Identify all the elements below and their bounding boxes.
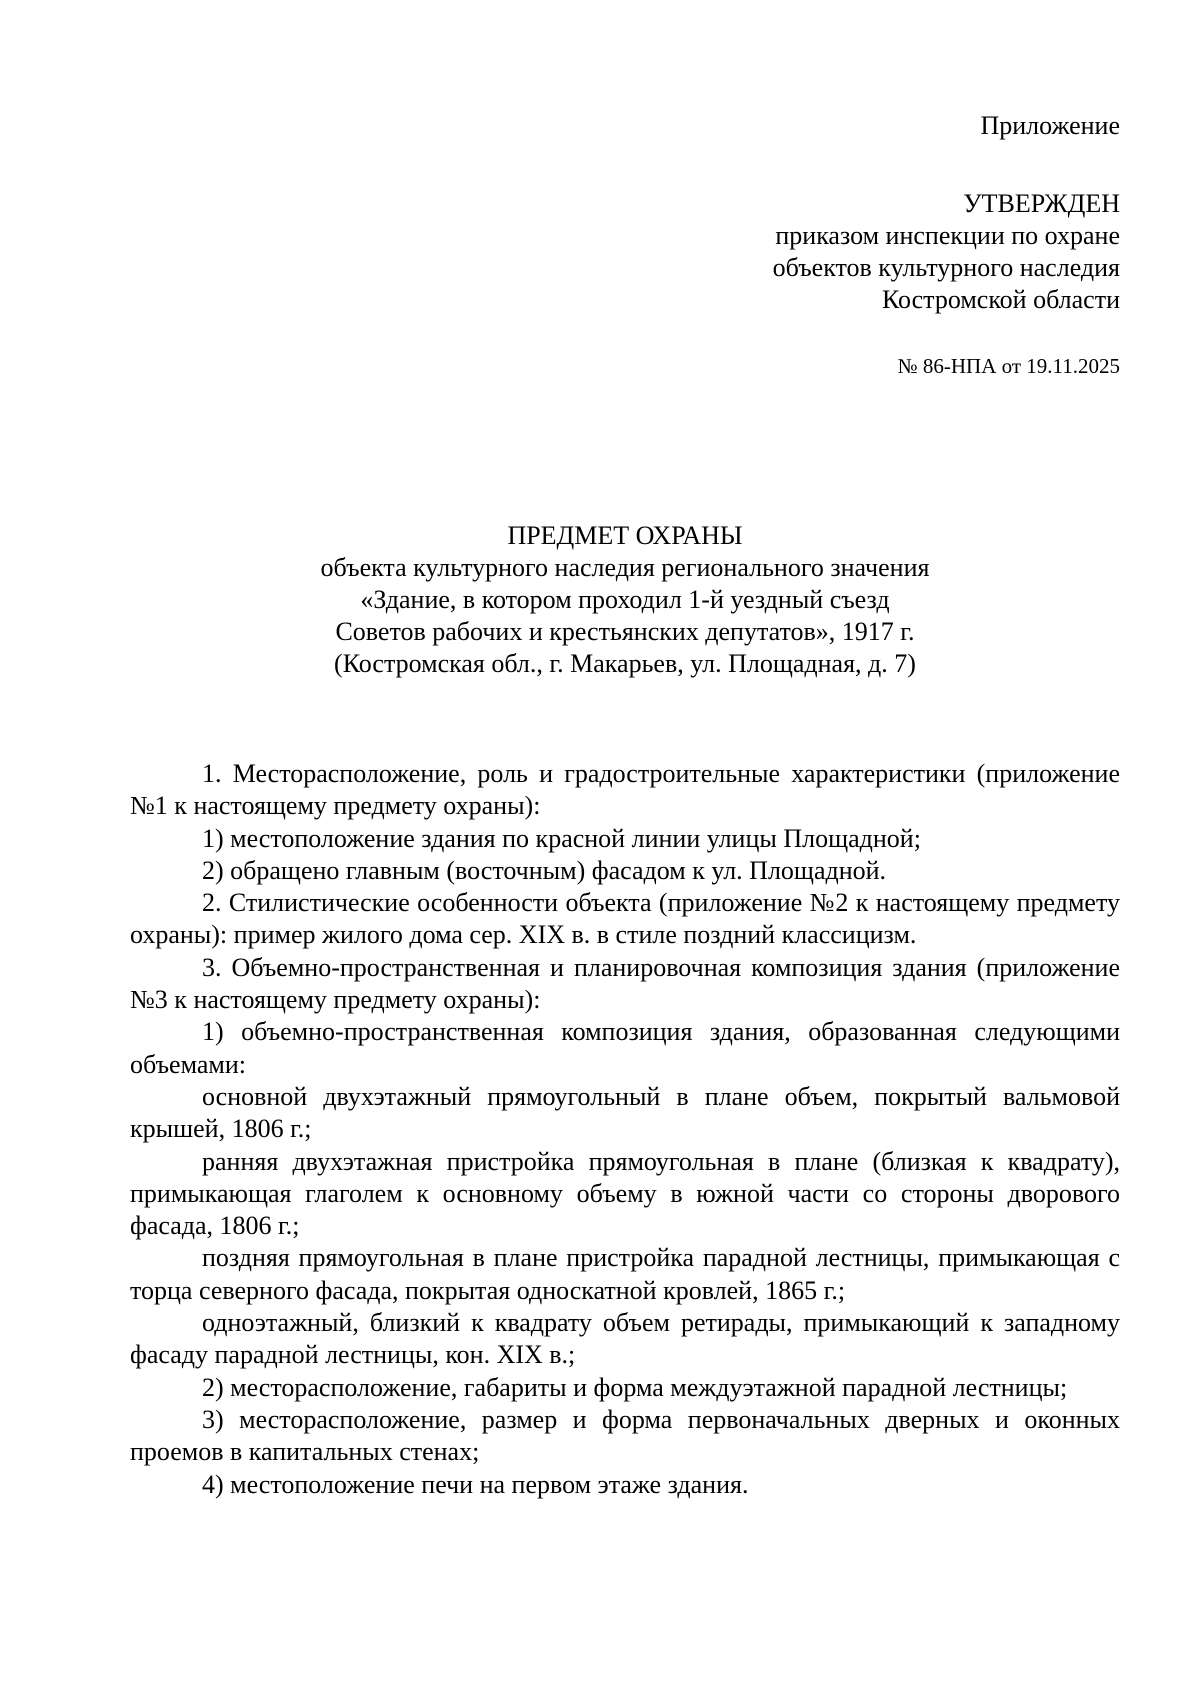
body-paragraph: основной двухэтажный прямоугольный в плане объем, покрытый вальмовой крышей, 1806 г.; xyxy=(130,1081,1120,1144)
approval-order-line-2: объектов культурного наследия xyxy=(772,253,1120,282)
body-paragraph: ранняя двухэтажная пристройка прямоугольная в плане (близкая к квадрату), примыкающая глаголем к основному объему в южной части со стороны дворового фасада, 1806 г.; xyxy=(130,1146,1120,1241)
approval-order-line-1: приказом инспекции по охране xyxy=(775,221,1120,250)
approval-order-line-3: Костромской области xyxy=(881,285,1120,314)
body-paragraph: 4) местоположение печи на первом этаже здания. xyxy=(202,1469,749,1499)
approval-block xyxy=(773,188,1120,316)
title-subline-2: «Здание, в котором проходил 1-й уездный съезд xyxy=(360,585,890,614)
body-paragraph: 2. Стилистические особенности объекта (приложение №2 к настоящему предмету охраны): пример жилого дома сер. XIX в. в стиле поздний классицизм. xyxy=(130,888,1120,950)
body-paragraph: 1) местоположение здания по красной линии улицы Площадной; xyxy=(202,823,921,853)
body-paragraph: 2) месторасположение, габариты и форма междуэтажной парадной лестницы; xyxy=(202,1372,1068,1402)
body-paragraph: поздняя прямоугольная в плане пристройка парадной лестницы, примыкающая с торца северного фасада, покрытая односкатной кровлей, 1865 г.; xyxy=(130,1243,1120,1305)
body-paragraph: одноэтажный, близкий к квадрату объем ретирады, примыкающий к западному фасаду парадной лестницы, кон. XIX в.; xyxy=(130,1308,1120,1370)
document-body xyxy=(130,758,1120,1501)
title-subline-4: (Костромская обл., г. Макарьев, ул. Площадная, д. 7) xyxy=(334,649,916,678)
body-paragraph: 1. Месторасположение, роль и градостроительные характеристики (приложение №1 к настоящему предмету охраны): xyxy=(130,759,1120,821)
document-title: ПРЕДМЕТ ОХРАНЫ xyxy=(507,521,743,550)
title-subline-3: Советов рабочих и крестьянских депутатов», 1917 г. xyxy=(335,617,915,646)
title-subline-1: объекта культурного наследия регионального значения xyxy=(320,553,930,582)
body-paragraph: 1) объемно-пространственная композиция здания, образованная следующими объемами: xyxy=(130,1017,1120,1079)
body-paragraph: 3) месторасположение, размер и форма первоначальных дверных и оконных проемов в капитальных стенах; xyxy=(130,1404,1120,1467)
body-paragraph: 2) обращено главным (восточным) фасадом к ул. Площадной. xyxy=(202,855,887,885)
appendix-label: Приложение xyxy=(980,111,1120,140)
document-title-block xyxy=(130,520,1120,680)
document-number: № 86-НПА от 19.11.2025 xyxy=(897,354,1120,378)
approved-stamp-text: УТВЕРЖДЕН xyxy=(963,189,1120,218)
body-paragraph: 3. Объемно-пространственная и планировочная композиция здания (приложение №3 к настоящему предмету охраны): xyxy=(130,952,1120,1015)
